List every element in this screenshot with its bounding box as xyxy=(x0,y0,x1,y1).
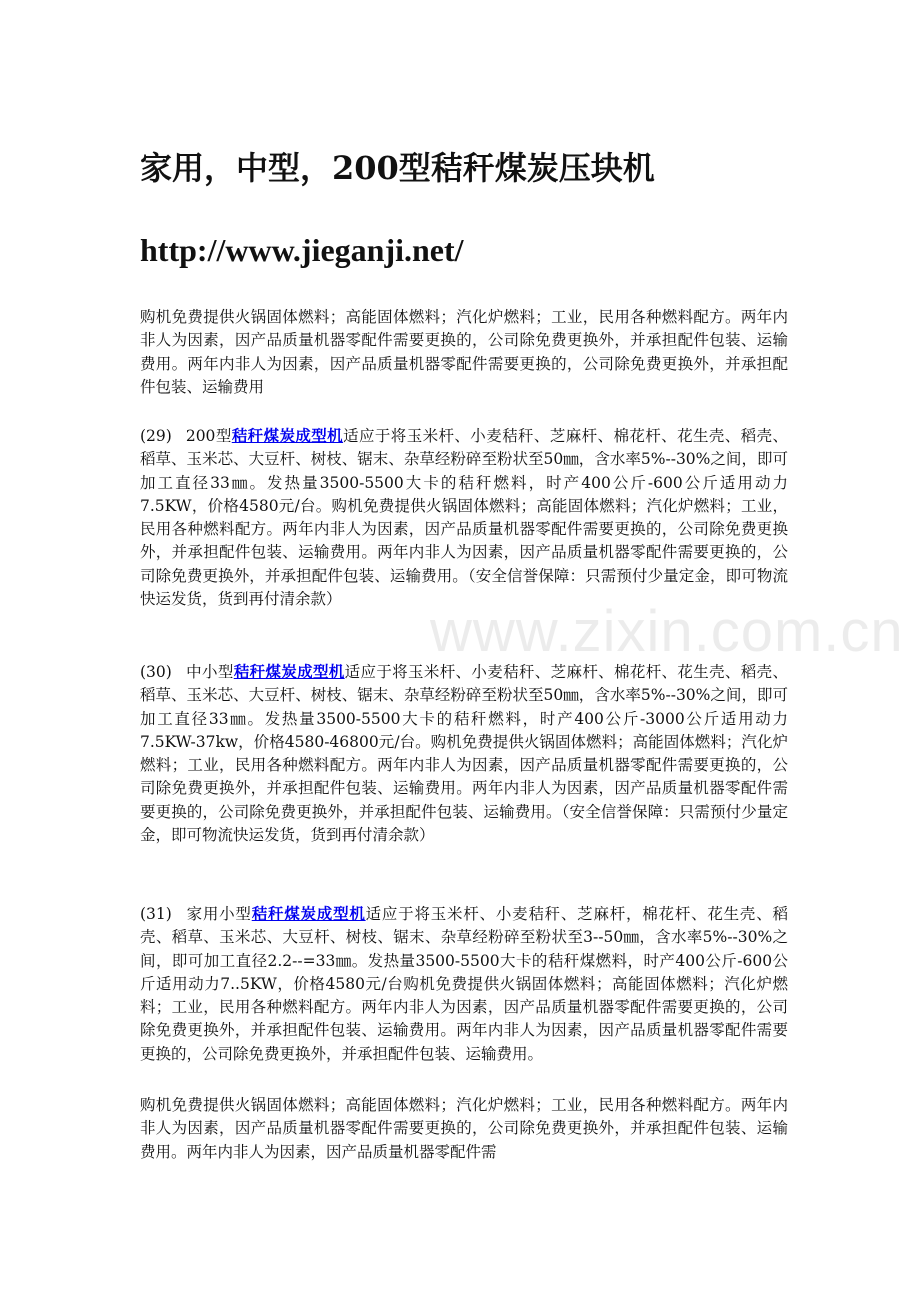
product-link[interactable]: 秸秆煤炭成型机 xyxy=(231,426,344,445)
item-description: 适应于将玉米杆、小麦秸秆、芝麻杆、棉花杆、花生壳、稻壳、稻草、玉米芯、大豆杆、树枝、锯末、杂草经粉碎至粉状至50㎜，含水率5%--30%之间，即可加工直径33㎜。发热量3500-5500大卡的秸秆燃料，时产400公斤-3000公斤适用动力7.5KW-37kw，价格4580-46800元/台。购机免费提供火锅固体燃料；高能固体燃料；汽化炉燃料；工业，民用各种燃料配方。两年内非人为因素，因产品质量机器零配件需要更换的，公司除免费更换外，并承担配件包装、运输费用。两年内非人为因素，因产品质量机器零配件需要更换的，公司除免费更换外，并承担配件包装、运输费用。（安全信誉保障：只需预付少量定金，即可物流快运发货，货到再付清余款） xyxy=(140,663,788,845)
item-prefix: 中小型 xyxy=(185,663,234,681)
item-prefix: 家用小型 xyxy=(185,905,252,923)
item-description: 适应于将玉米杆、小麦秸秆、芝麻杆，棉花杆、花生壳、稻壳、稻草、玉米芯、大豆杆、树枝、锯末、杂草经粉碎至粉状至3--50㎜，含水率5%--30%之间，即可加工直径2.2--=33㎜。发热量3500-5500大卡的秸秆煤燃料，时产400公斤-600公斤适用动力7..5KW，价格4580元/台购机免费提供火锅固体燃料；高能固体燃料；汽化炉燃料；工业，民用各种燃料配方。两年内非人为因素，因产品质量机器零配件需要更换的，公司除免费更换外，并承担配件包装、运输费用。两年内非人为因素，因产品质量机器零配件需要更换的，公司除免费更换外，并承担配件包装、运输费用。 xyxy=(140,905,788,1063)
item-29-paragraph xyxy=(140,424,788,611)
item-description: 适应于将玉米杆、小麦秸秆、芝麻杆、棉花杆、花生壳、稻壳、稻草、玉米芯、大豆杆、树枝、锯末、杂草经粉碎至粉状至50㎜，含水率5%--30%之间，即可加工直径33㎜。发热量3500-5500大卡的秸秆燃料，时产400公斤-600公斤适用动力7.5KW，价格4580元/台。购机免费提供火锅固体燃料；高能固体燃料；汽化炉燃料；工业，民用各种燃料配方。两年内非人为因素，因产品质量机器零配件需要更换的，公司除免费更换外，并承担配件包装、运输费用。两年内非人为因素，因产品质量机器零配件需要更换的，公司除免费更换外，并承担配件包装、运输费用。（安全信誉保障：只需预付少量定金，即可物流快运发货，货到再付清余款） xyxy=(140,427,788,609)
item-number: (30) xyxy=(140,663,172,681)
item-prefix: 200型 xyxy=(185,427,232,445)
item-30-paragraph xyxy=(140,660,788,847)
product-link[interactable]: 秸秆煤炭成型机 xyxy=(233,662,345,681)
item-number: (29) xyxy=(140,427,172,445)
product-link[interactable]: 秸秆煤炭成型机 xyxy=(251,904,366,923)
item-31-paragraph xyxy=(140,902,788,1066)
item-number: (31) xyxy=(140,905,172,923)
tail-paragraph: 购机免费提供火锅固体燃料；高能固体燃料；汽化炉燃料；工业，民用各种燃料配方。两年内非人为因素，因产品质量机器零配件需要更换的，公司除免费更换外，并承担配件包装、运输费用。两年内非人为因素，因产品质量机器零配件需 xyxy=(140,1096,788,1161)
watermark: www.zixin.com.cn xyxy=(430,599,904,664)
intro-paragraph: 购机免费提供火锅固体燃料；高能固体燃料；汽化炉燃料；工业，民用各种燃料配方。两年内非人为因素，因产品质量机器零配件需要更换的，公司除免费更换外，并承担配件包装、运输费用。两年内非人为因素，因产品质量机器零配件需要更换的，公司除免费更换外，并承担配件包装、运输费用 xyxy=(140,308,788,396)
website-url: http://www.jieganji.net/ xyxy=(140,232,464,268)
document-title: 家用，中型，200型秸秆煤炭压块机 xyxy=(140,149,655,187)
